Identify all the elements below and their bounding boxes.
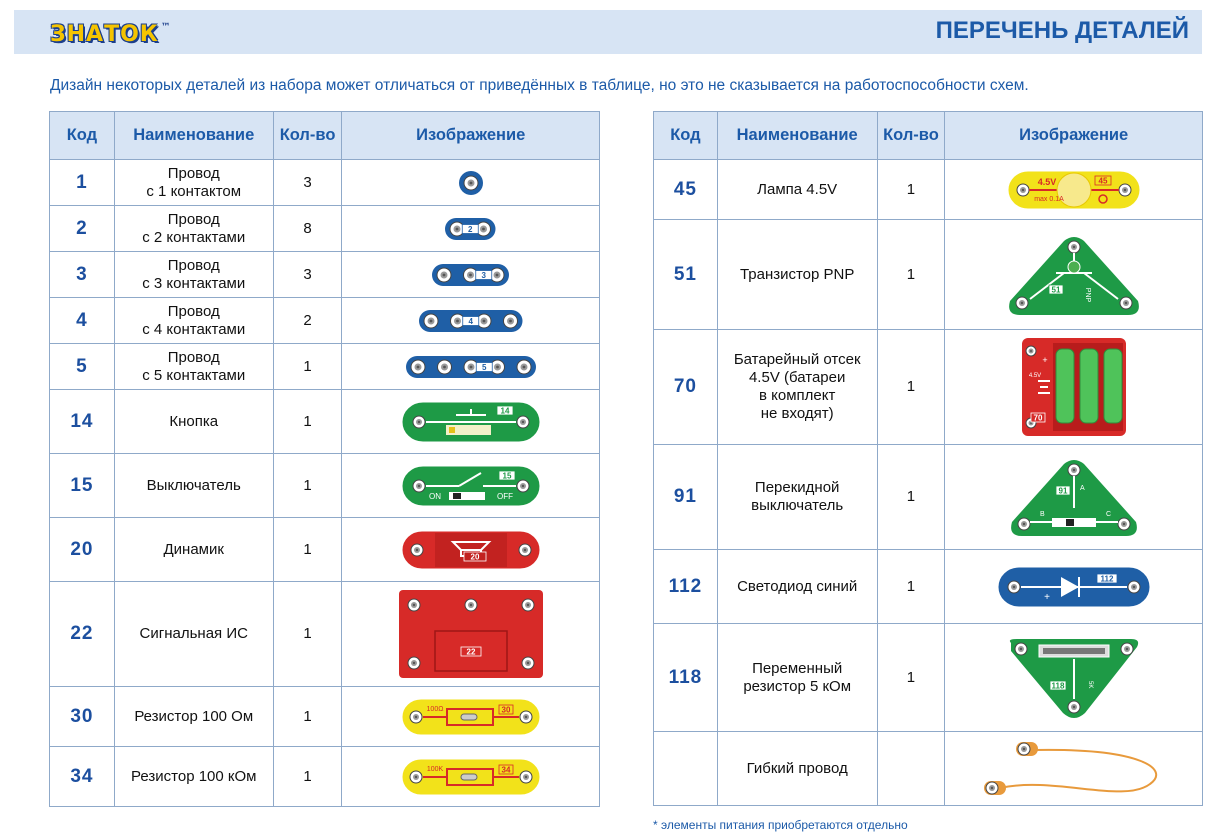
part-name bbox=[717, 445, 877, 550]
table-row bbox=[654, 220, 1203, 330]
part-image bbox=[342, 344, 600, 390]
part-image bbox=[945, 330, 1203, 445]
wire-3-icon bbox=[430, 262, 511, 288]
variable-resistor-icon bbox=[1005, 637, 1143, 719]
part-quantity: 1 bbox=[877, 550, 945, 624]
part-image bbox=[945, 732, 1203, 806]
part-quantity: 1 bbox=[273, 687, 342, 747]
table-header-row bbox=[50, 112, 600, 160]
part-name bbox=[717, 624, 877, 732]
part-code: 91 bbox=[654, 445, 718, 550]
part-name-line: Светодиод синий bbox=[737, 577, 858, 595]
part-name-line: Резистор 100 кОм bbox=[131, 767, 257, 785]
part-name-line: с 5 контактами bbox=[142, 366, 246, 384]
svg-text:5: 5 bbox=[481, 362, 487, 372]
part-name bbox=[114, 747, 273, 807]
svg-text:4.5V: 4.5V bbox=[1037, 176, 1056, 187]
table-row bbox=[654, 550, 1203, 624]
disclaimer-text: Дизайн некоторых деталей из набора может отличаться от приведённых в таблице, но это не сказывается на работоспособности схем. bbox=[50, 77, 1029, 94]
table-row bbox=[50, 747, 600, 807]
resistor-icon bbox=[401, 758, 541, 796]
svg-text:+: + bbox=[1043, 591, 1050, 603]
part-name-line: с 2 контактами bbox=[142, 228, 246, 246]
part-quantity: 1 bbox=[877, 624, 945, 732]
svg-text:100K: 100K bbox=[426, 765, 443, 773]
part-name-line: в комплект bbox=[759, 387, 836, 404]
part-name-line: Провод bbox=[167, 348, 220, 366]
column-header-name: Наименование bbox=[717, 112, 877, 160]
part-image bbox=[342, 518, 600, 582]
svg-text:22: 22 bbox=[466, 647, 476, 657]
part-quantity: 1 bbox=[273, 390, 342, 454]
part-image bbox=[945, 445, 1203, 550]
svg-text:30: 30 bbox=[501, 705, 511, 714]
svg-text:C: C bbox=[1105, 511, 1111, 518]
part-name bbox=[717, 220, 877, 330]
column-header-image: Изображение bbox=[945, 112, 1203, 160]
transistor-pnp-icon bbox=[1004, 233, 1144, 317]
svg-text:4.5V: 4.5V bbox=[1028, 373, 1041, 379]
part-name-line: резистор 5 кОм bbox=[743, 677, 852, 695]
part-quantity: 3 bbox=[273, 160, 342, 206]
battery-holder-icon bbox=[1021, 337, 1127, 437]
part-image bbox=[945, 220, 1203, 330]
table-row bbox=[654, 160, 1203, 220]
part-image bbox=[342, 390, 600, 454]
parts-table-left bbox=[49, 111, 600, 807]
part-name-line: Кнопка bbox=[169, 412, 219, 430]
part-quantity: 1 bbox=[877, 220, 945, 330]
part-name-line: Провод bbox=[167, 164, 220, 182]
table-row bbox=[50, 518, 600, 582]
svg-text:3: 3 bbox=[481, 270, 487, 280]
svg-text:20: 20 bbox=[470, 552, 480, 561]
part-code: 30 bbox=[50, 687, 115, 747]
page-title: ПЕРЕЧЕНЬ ДЕТАЛЕЙ bbox=[935, 17, 1189, 44]
svg-text:+: + bbox=[1042, 355, 1048, 365]
toggle-switch-icon bbox=[1006, 456, 1142, 538]
part-name bbox=[717, 330, 877, 445]
part-quantity: 3 bbox=[273, 252, 342, 298]
part-quantity: 1 bbox=[273, 582, 342, 687]
table-row bbox=[654, 445, 1203, 550]
parts-table-right bbox=[653, 111, 1203, 806]
part-name-line: выключатель bbox=[751, 497, 844, 514]
part-quantity: 1 bbox=[273, 454, 342, 518]
table-row bbox=[654, 330, 1203, 445]
part-quantity: 1 bbox=[273, 518, 342, 582]
svg-text:B: B bbox=[1039, 511, 1045, 518]
table-row bbox=[50, 206, 600, 252]
part-name-line: Провод bbox=[167, 302, 220, 320]
part-image bbox=[945, 160, 1203, 220]
part-image bbox=[945, 550, 1203, 624]
table-row bbox=[50, 582, 600, 687]
part-name-line: не входят) bbox=[760, 405, 834, 422]
part-name-line: Провод bbox=[167, 210, 220, 228]
part-quantity: 8 bbox=[273, 206, 342, 252]
part-name-line: Батарейный отсек bbox=[733, 351, 861, 368]
svg-text:5K: 5K bbox=[1086, 680, 1093, 688]
svg-text:14: 14 bbox=[500, 406, 510, 415]
part-name bbox=[114, 582, 273, 687]
part-image bbox=[342, 687, 600, 747]
part-name bbox=[114, 160, 273, 206]
part-name bbox=[114, 687, 273, 747]
table-row bbox=[654, 732, 1203, 806]
part-name-line: Выключатель bbox=[146, 476, 241, 494]
part-name bbox=[114, 454, 273, 518]
svg-text:112: 112 bbox=[1100, 574, 1114, 583]
flexible-wire-icon bbox=[974, 736, 1174, 802]
part-name-line: Гибкий провод bbox=[746, 759, 848, 777]
footnote: * элементы питания приобретаются отдельно bbox=[653, 818, 908, 832]
part-name-line: Динамик bbox=[163, 540, 224, 558]
part-image bbox=[342, 298, 600, 344]
part-name-line: Лампа 4.5V bbox=[757, 180, 838, 198]
part-quantity: 1 bbox=[273, 747, 342, 807]
table-row bbox=[654, 624, 1203, 732]
part-code: 2 bbox=[50, 206, 115, 252]
part-code: 14 bbox=[50, 390, 115, 454]
part-name-line: с 3 контактами bbox=[142, 274, 246, 292]
svg-text:70: 70 bbox=[1033, 413, 1043, 423]
wire-4-icon bbox=[417, 308, 525, 334]
part-image bbox=[342, 252, 600, 298]
wire-5-icon bbox=[404, 354, 538, 380]
svg-text:2: 2 bbox=[468, 224, 473, 234]
part-name bbox=[717, 160, 877, 220]
part-code: 51 bbox=[654, 220, 718, 330]
part-image bbox=[342, 454, 600, 518]
svg-text:PNP: PNP bbox=[1083, 287, 1091, 302]
part-name-line: 4.5V (батареи bbox=[748, 369, 846, 386]
part-code bbox=[654, 732, 718, 806]
svg-text:51: 51 bbox=[1051, 285, 1061, 294]
svg-text:A: A bbox=[1079, 485, 1085, 492]
part-code: 5 bbox=[50, 344, 115, 390]
part-name bbox=[114, 298, 273, 344]
svg-text:4: 4 bbox=[468, 316, 473, 326]
part-quantity: 2 bbox=[273, 298, 342, 344]
part-name-line: Провод bbox=[167, 256, 220, 274]
part-name-line: Резистор 100 Ом bbox=[134, 707, 254, 725]
svg-text:OFF: OFF bbox=[496, 491, 513, 501]
table-row bbox=[50, 344, 600, 390]
svg-text:45: 45 bbox=[1098, 176, 1108, 185]
part-name bbox=[114, 518, 273, 582]
part-image bbox=[342, 160, 600, 206]
part-name bbox=[114, 206, 273, 252]
wire-1-icon bbox=[458, 170, 484, 196]
part-quantity bbox=[877, 732, 945, 806]
part-quantity: 1 bbox=[877, 330, 945, 445]
brand-logo: ЗНАТОК ™ bbox=[50, 22, 172, 47]
part-image bbox=[342, 582, 600, 687]
table-header-row bbox=[654, 112, 1203, 160]
part-code: 45 bbox=[654, 160, 718, 220]
table-row bbox=[50, 390, 600, 454]
svg-text:ON: ON bbox=[428, 491, 441, 501]
part-image bbox=[342, 747, 600, 807]
push-button-icon bbox=[401, 401, 541, 443]
table-row bbox=[50, 298, 600, 344]
resistor-icon bbox=[401, 698, 541, 736]
column-header-code: Код bbox=[654, 112, 718, 160]
part-name-line: Сигнальная ИС bbox=[139, 625, 248, 642]
table-row bbox=[50, 454, 600, 518]
part-code: 15 bbox=[50, 454, 115, 518]
svg-text:91: 91 bbox=[1058, 486, 1068, 496]
part-name bbox=[717, 550, 877, 624]
wire-2-icon bbox=[443, 216, 498, 242]
column-header-qty: Кол-во bbox=[273, 112, 342, 160]
part-name bbox=[114, 252, 273, 298]
part-code: 3 bbox=[50, 252, 115, 298]
svg-text:max 0.1A: max 0.1A bbox=[1033, 195, 1064, 203]
table-row bbox=[50, 252, 600, 298]
table-row bbox=[50, 160, 600, 206]
part-name bbox=[114, 390, 273, 454]
part-quantity: 1 bbox=[877, 445, 945, 550]
part-code: 112 bbox=[654, 550, 718, 624]
part-code: 20 bbox=[50, 518, 115, 582]
lamp-icon bbox=[1007, 170, 1141, 210]
part-name bbox=[114, 344, 273, 390]
signal-ic-icon bbox=[398, 589, 544, 679]
part-code: 22 bbox=[50, 582, 115, 687]
part-name-line: с 4 контактами bbox=[142, 320, 246, 338]
part-code: 70 bbox=[654, 330, 718, 445]
column-header-code: Код bbox=[50, 112, 115, 160]
blue-led-icon bbox=[997, 566, 1151, 608]
svg-text:34: 34 bbox=[501, 765, 511, 774]
part-name-line: Транзистор PNP bbox=[739, 265, 855, 283]
part-code: 34 bbox=[50, 747, 115, 807]
part-quantity: 1 bbox=[877, 160, 945, 220]
part-code: 4 bbox=[50, 298, 115, 344]
svg-text:118: 118 bbox=[1051, 681, 1065, 690]
part-name-line: Перекидной bbox=[754, 479, 840, 496]
part-image bbox=[945, 624, 1203, 732]
part-name bbox=[717, 732, 877, 806]
table-row bbox=[50, 687, 600, 747]
part-code: 118 bbox=[654, 624, 718, 732]
switch-icon bbox=[401, 465, 541, 507]
speaker-icon bbox=[401, 530, 541, 570]
part-code: 1 bbox=[50, 160, 115, 206]
svg-text:100Ω: 100Ω bbox=[426, 705, 444, 713]
part-image bbox=[342, 206, 600, 252]
svg-text:15: 15 bbox=[502, 471, 512, 480]
part-quantity: 1 bbox=[273, 344, 342, 390]
column-header-name: Наименование bbox=[114, 112, 273, 160]
column-header-image: Изображение bbox=[342, 112, 600, 160]
part-name-line: Переменный bbox=[752, 659, 843, 677]
column-header-qty: Кол-во bbox=[877, 112, 945, 160]
part-name-line: с 1 контактом bbox=[146, 182, 242, 200]
